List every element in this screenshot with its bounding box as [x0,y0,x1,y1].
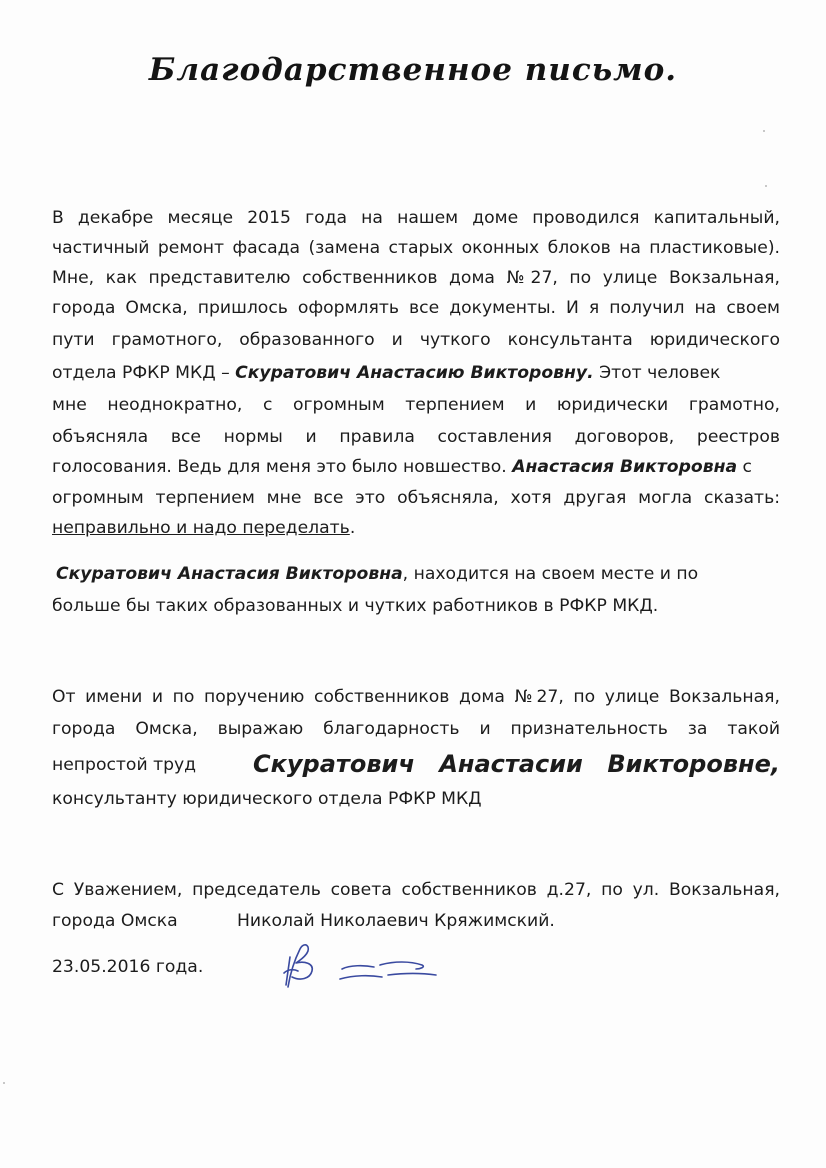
paragraph-1-line-10: огромным терпением мне все это объясняла, хотя другая могла сказать: [52,488,780,508]
paragraph-2-line-1 [56,564,784,584]
paragraph-1-line-1: В декабре месяце 2015 года на нашем доме проводился капитальный, [52,208,780,228]
underlined-text: неправильно и надо переделать [52,518,350,538]
paragraph-1-line-4: города Омска, пришлось оформлять все документы. И я получил на своем [52,298,780,318]
text-segment: . [349,518,356,538]
consultant-name: Скуратович Анастасию Викторовну. [235,363,594,383]
consultant-name-large: Скуратович Анастасии Викторовне, [253,750,780,778]
signature-image [270,935,450,995]
consultant-name: Скуратович Анастасия Викторовна [56,564,403,584]
paragraph-3-line-1: От имени и по поручению собственников дома №27, по улице Вокзальная, [52,687,780,707]
paragraph-1-line-2: частичный ремонт фасада (замена старых оконных блоков на пластиковые). [52,238,780,258]
text-segment: голосования. Ведь для меня это было новшество. [52,457,513,477]
paragraph-3-line-4: консультанту юридического отдела РФКР МКД [52,789,482,809]
paragraph-1-line-5: пути грамотного, образованного и чуткого консультанта юридического [52,330,780,350]
text-segment: , находится на своем месте и по [402,564,699,584]
text-segment: Этот человек [593,363,721,383]
paragraph-1-line-8: объясняла все нормы и правила составления договоров, реестров [52,427,780,447]
chairman-name: Николай Николаевич Кряжимский. [237,911,555,931]
closing-line-1: С Уважением, председатель совета собственников д.27, по ул. Вокзальная, [52,880,780,900]
scan-speck [763,130,765,132]
paragraph-1-line-9 [52,457,780,477]
paragraph-1-line-11 [52,518,780,538]
paragraph-1-line-3: Мне, как представителю собственников дома №27, по улице Вокзальная, [52,268,780,288]
paragraph-1-line-6 [52,363,780,383]
consultant-name: Анастасия Викторовна [512,457,738,477]
letter-title: Благодарственное письмо. [148,52,678,88]
paragraph-3-line-3: непростой труд [52,755,197,775]
paragraph-3-line-2: города Омска, выражаю благодарность и признательность за такой [52,719,780,739]
text-segment: отдела РФКР МКД – [52,363,236,383]
text-segment: с [737,457,752,477]
paragraph-1-line-7: мне неоднократно, с огромным терпением и юридически грамотно, [52,395,780,415]
paragraph-2-line-2: больше бы таких образованных и чутких работников в РФКР МКД. [52,596,659,616]
closing-city: города Омска [52,911,178,931]
scan-speck [765,185,767,187]
scan-speck [3,1082,5,1084]
letter-date: 23.05.2016 года. [52,957,204,977]
